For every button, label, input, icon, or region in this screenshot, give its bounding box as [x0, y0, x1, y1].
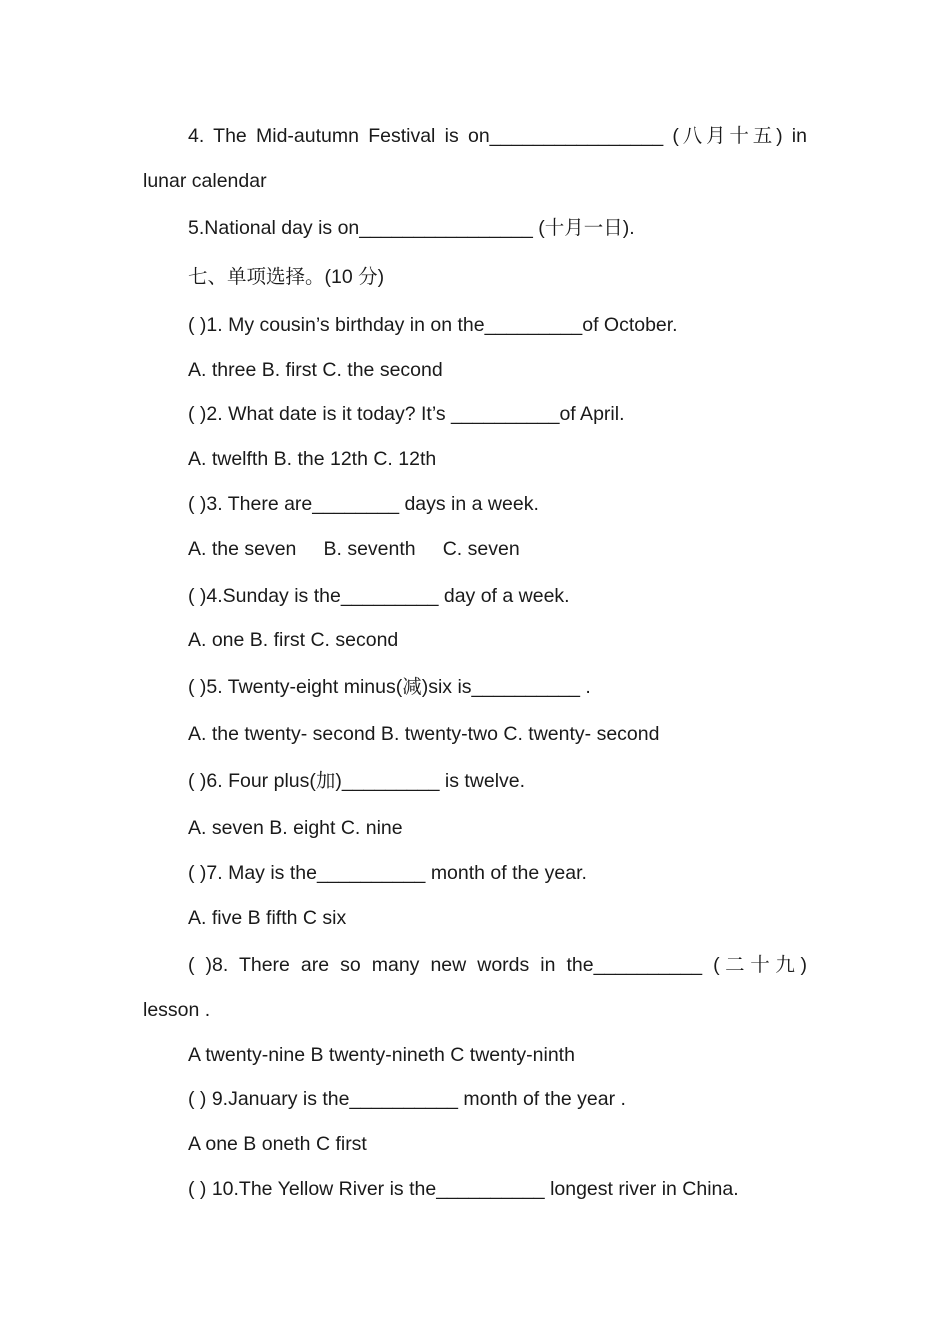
question-stem-5: ( )5. Twenty-eight minus(减)six is__________ .: [188, 676, 591, 698]
section-heading: 七、单项选择。(10 分): [188, 266, 385, 288]
fill-blank-q4-line2: lunar calendar: [143, 170, 267, 192]
question-options-7: A. five B fifth C six: [188, 907, 347, 929]
question-stem-3: ( )3. There are________ days in a week.: [188, 493, 539, 515]
question-stem-7: ( )7. May is the__________ month of the year.: [188, 862, 587, 884]
question-options-9: A one B oneth C first: [188, 1133, 367, 1155]
question-stem-1: ( )1. My cousin’s birthday in on the_________of October.: [188, 314, 678, 336]
fill-blank-q4-line1: 4. The Mid-autumn Festival is on________________ (八月十五) in: [188, 125, 807, 147]
question-stem-8: ( )8. There are so many new words in the__________ (二十九): [188, 954, 807, 976]
question-options-6: A. seven B. eight C. nine: [188, 817, 403, 839]
question-stem-2: ( )2. What date is it today? It’s __________of April.: [188, 403, 625, 425]
question-options-3: A. the seven B. seventh C. seven: [188, 538, 520, 560]
question-options-5: A. the twenty- second B. twenty-two C. twenty- second: [188, 723, 660, 745]
question-options-4: A. one B. first C. second: [188, 629, 399, 651]
question-stem-9: ( ) 9.January is the__________ month of the year .: [188, 1088, 626, 1110]
fill-blank-q5: 5.National day is on________________ (十月一日).: [188, 217, 635, 239]
question-stem-6: ( )6. Four plus(加)_________ is twelve.: [188, 770, 526, 792]
question-stem-8-continued: lesson .: [143, 999, 211, 1021]
question-options-2: A. twelfth B. the 12th C. 12th: [188, 448, 437, 470]
question-options-8: A twenty-nine B twenty-nineth C twenty-ninth: [188, 1044, 575, 1066]
question-stem-10: ( ) 10.The Yellow River is the__________ longest river in China.: [188, 1178, 739, 1200]
question-options-1: A. three B. first C. the second: [188, 359, 443, 381]
question-stem-4: ( )4.Sunday is the_________ day of a week.: [188, 585, 570, 607]
